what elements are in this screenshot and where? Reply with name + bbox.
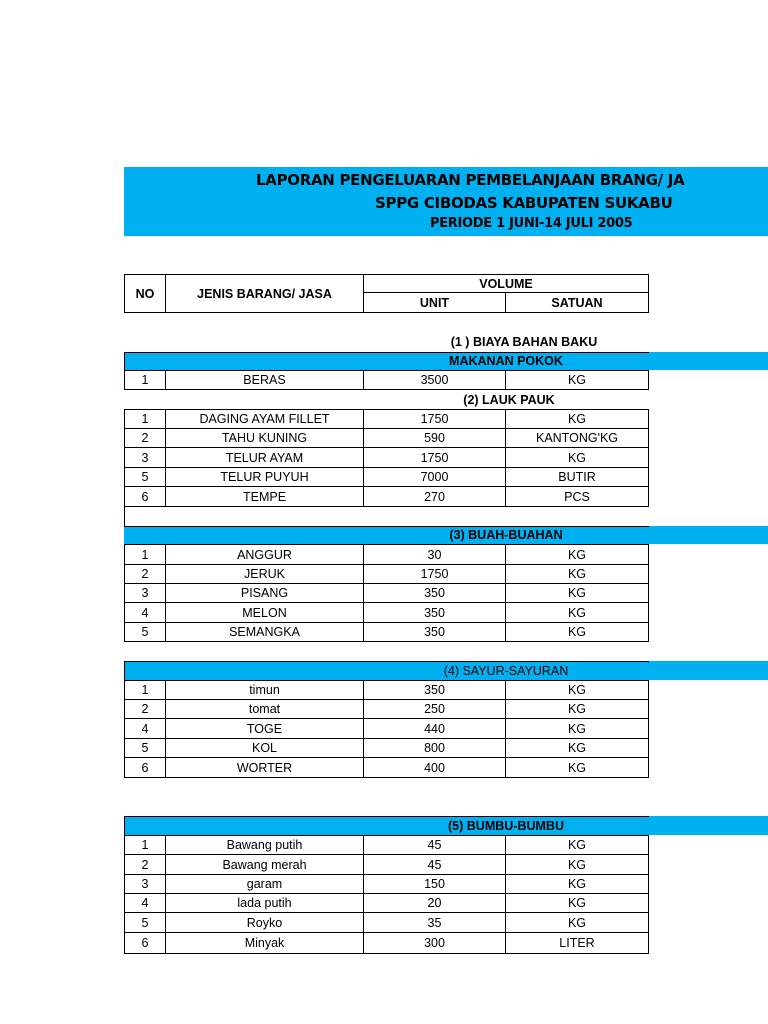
row-unit: 3500: [420, 373, 449, 387]
row-no: 5: [141, 470, 149, 484]
row-name: KOL: [251, 741, 277, 755]
header-no: NO: [135, 286, 155, 301]
row-satuan: KG: [567, 915, 587, 930]
row-satuan: KG: [567, 877, 587, 891]
row-satuan: KG: [567, 605, 587, 620]
row-no: 5: [141, 915, 149, 930]
row-satuan: KG: [567, 741, 587, 755]
row-name: Bawang merah: [222, 857, 307, 872]
report-title: LAPORAN PENGELUARAN PEMBELANJAAN BRANG/ JA: [256, 171, 685, 189]
row-name: Royko: [246, 915, 283, 930]
row-satuan: KG: [567, 838, 587, 852]
row-unit: 350: [424, 605, 445, 620]
row-unit: 7000: [420, 470, 449, 484]
row-no: 1: [141, 412, 149, 426]
row-satuan: KG: [567, 547, 587, 562]
row-name: TEMPE: [242, 489, 287, 504]
section-band-label: (5) BUMBU-BUMBU: [448, 818, 564, 833]
row-name: garam: [246, 877, 283, 891]
row-satuan: KG: [567, 373, 587, 387]
row-name: MELON: [242, 605, 287, 620]
row-unit: 350: [424, 625, 445, 639]
row-no: 3: [141, 450, 149, 465]
row-satuan: KANTONG'KG: [535, 431, 619, 445]
header-satuan: SATUAN: [551, 295, 603, 310]
row-name: TELUR PUYUH: [220, 470, 309, 484]
row-satuan: KG: [567, 760, 587, 775]
row-name: JERUK: [244, 567, 285, 581]
row-satuan: KG: [567, 857, 587, 872]
row-unit: 1750: [420, 412, 449, 426]
row-no: 6: [141, 489, 149, 504]
row-name: timun: [249, 683, 280, 697]
row-name: SEMANGKA: [229, 625, 300, 639]
row-satuan: PCS: [564, 489, 590, 504]
row-unit: 300: [424, 936, 445, 950]
section-caption: (2) LAUK PAUK: [463, 392, 555, 407]
row-no: 2: [141, 431, 149, 445]
row-satuan: KG: [567, 683, 587, 697]
header-jenis: JENIS BARANG/ JASA: [197, 286, 332, 301]
row-satuan: BUTIR: [558, 470, 596, 484]
row-name: DAGING AYAM FILLET: [199, 412, 330, 426]
report-subtitle: SPPG CIBODAS KABUPATEN SUKABU: [375, 194, 673, 212]
row-name: lada putih: [237, 896, 292, 910]
row-no: 6: [141, 936, 149, 950]
row-name: tomat: [248, 702, 281, 716]
header-volume: VOLUME: [479, 276, 533, 291]
row-satuan: KG: [567, 896, 587, 910]
row-satuan: KG: [567, 721, 587, 736]
section-band-label: MAKANAN POKOK: [449, 354, 563, 368]
row-unit: 20: [427, 896, 442, 910]
row-unit: 800: [424, 741, 445, 755]
row-name: TOGE: [246, 721, 283, 736]
row-unit: 30: [427, 547, 442, 562]
row-no: 1: [141, 838, 149, 852]
row-no: 1: [141, 373, 149, 387]
row-no: 2: [141, 857, 149, 872]
section-band-label: (4) SAYUR-SAYURAN: [443, 663, 569, 678]
row-unit: 350: [424, 586, 445, 600]
report-period: PERIODE 1 JUNI-14 JULI 2005: [430, 216, 633, 231]
row-satuan: KG: [567, 586, 587, 600]
row-unit: 45: [427, 857, 442, 872]
row-name: Minyak: [244, 936, 285, 950]
row-unit: 35: [427, 915, 442, 930]
row-unit: 440: [424, 721, 445, 736]
row-name: BERAS: [243, 373, 286, 387]
row-name: PISANG: [240, 586, 289, 600]
row-name: WORTER: [236, 760, 293, 775]
row-unit: 1750: [420, 567, 449, 581]
row-satuan: KG: [567, 625, 587, 639]
row-no: 4: [141, 605, 149, 620]
row-unit: 590: [424, 431, 445, 445]
row-satuan: LITER: [559, 936, 595, 950]
row-no: 1: [141, 547, 149, 562]
row-satuan: KG: [567, 702, 587, 716]
row-no: 4: [141, 896, 149, 910]
row-no: 1: [141, 683, 149, 697]
row-no: 4: [141, 721, 149, 736]
section-caption: (1 ) BIAYA BAHAN BAKU: [450, 334, 598, 349]
row-unit: 400: [424, 760, 445, 775]
row-unit: 150: [424, 877, 445, 891]
row-name: TAHU KUNING: [221, 431, 308, 445]
row-name: ANGGUR: [237, 547, 292, 562]
row-unit: 350: [424, 683, 445, 697]
row-unit: 45: [427, 838, 442, 852]
section-band-label: (3) BUAH-BUAHAN: [449, 528, 563, 542]
row-satuan: KG: [567, 567, 587, 581]
row-no: 2: [141, 702, 149, 716]
row-no: 5: [141, 741, 149, 755]
header-unit: UNIT: [419, 295, 450, 310]
row-satuan: KG: [567, 450, 587, 465]
row-no: 3: [141, 586, 149, 600]
row-satuan: KG: [567, 412, 587, 426]
row-unit: 250: [424, 702, 445, 716]
row-no: 5: [141, 625, 149, 639]
row-name: Bawang putih: [226, 838, 303, 852]
row-no: 3: [141, 877, 149, 891]
row-unit: 1750: [420, 450, 449, 465]
row-unit: 270: [424, 489, 445, 504]
row-no: 6: [141, 760, 149, 775]
row-name: TELUR AYAM: [225, 450, 304, 465]
row-no: 2: [141, 567, 149, 581]
